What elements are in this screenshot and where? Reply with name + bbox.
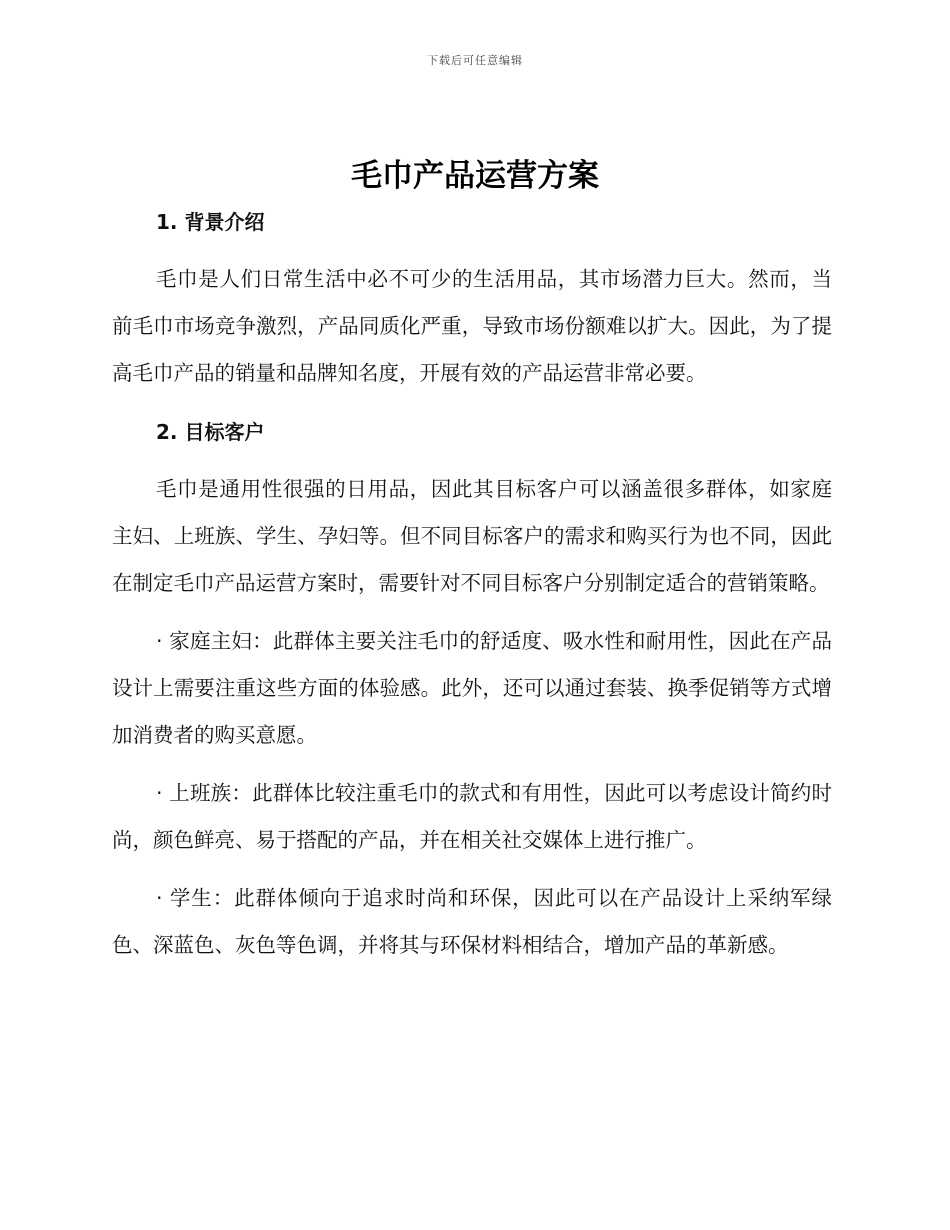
paragraph-office-workers: · 上班族：此群体比较注重毛巾的款式和有用性，因此可以考虑设计简约时尚，颜色鲜亮、易于搭配的产品，并在相关社交媒体上进行推广。 bbox=[112, 781, 832, 852]
paragraph-background: 毛巾是人们日常生活中必不可少的生活用品，其市场潜力巨大。然而，当前毛巾市场竞争激烈，产品同质化严重，导致市场份额难以扩大。因此，为了提高毛巾产品的销量和品牌知名度，开展有效的产品运营非常必要。 bbox=[112, 267, 832, 385]
section-heading-target-customers: 2. 目标客户 bbox=[156, 420, 265, 444]
document-body bbox=[112, 198, 832, 969]
page-header-note: 下载后可任意编辑 bbox=[427, 54, 523, 67]
document-title: 毛巾产品运营方案 bbox=[351, 158, 599, 194]
paragraph-housewives: · 家庭主妇：此群体主要关注毛巾的舒适度、吸水性和耐用性，因此在产品设计上需要注重这些方面的体验感。此外，还可以通过套装、换季促销等方式增加消费者的购买意愿。 bbox=[112, 629, 832, 747]
paragraph-target-overview: 毛巾是通用性很强的日用品，因此其目标客户可以涵盖很多群体，如家庭主妇、上班族、学生、孕妇等。但不同目标客户的需求和购买行为也不同，因此在制定毛巾产品运营方案时，需要针对不同目标客户分别制定适合的营销策略。 bbox=[112, 477, 832, 595]
section-heading-background: 1. 背景介绍 bbox=[156, 210, 265, 234]
paragraph-students: · 学生：此群体倾向于追求时尚和环保，因此可以在产品设计上采纳军绿色、深蓝色、灰色等色调，并将其与环保材料相结合，增加产品的革新感。 bbox=[112, 886, 832, 957]
